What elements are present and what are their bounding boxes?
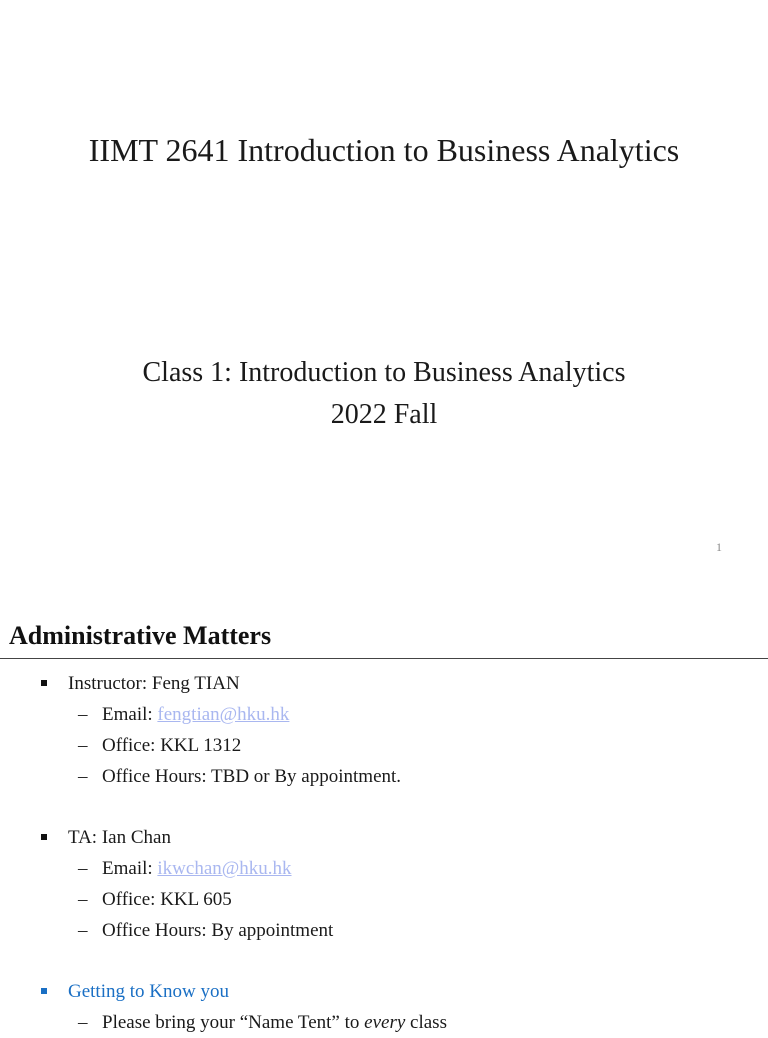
name-tent-text-before: Please bring your “Name Tent” to — [102, 1012, 365, 1033]
bullet-list — [0, 668, 768, 1038]
list-item-name-tent — [0, 1007, 768, 1038]
slide-administrative-matters — [0, 576, 768, 1033]
ta-email-link[interactable]: ikwchan@hku.hk — [157, 858, 292, 879]
dash-bullet-icon: – — [78, 920, 88, 941]
spacer — [0, 946, 768, 976]
name-tent-emphasis: every — [364, 1012, 406, 1033]
title-divider — [0, 658, 768, 659]
list-item-ta — [0, 822, 768, 853]
dash-bullet-icon: – — [78, 735, 88, 756]
list-item-instructor-hours — [0, 761, 768, 792]
square-bullet-icon — [41, 988, 47, 994]
instructor-label: Instructor: Feng TIAN — [68, 673, 240, 694]
list-item-instructor-office — [0, 730, 768, 761]
slide-title: Administrative Matters — [9, 621, 272, 650]
ta-hours: Office Hours: By appointment — [102, 920, 334, 941]
square-bullet-icon — [41, 680, 47, 686]
dash-bullet-icon: – — [78, 766, 88, 787]
course-title: IIMT 2641 Introduction to Business Analytics — [88, 132, 680, 168]
list-item-ta-hours — [0, 915, 768, 946]
instructor-office: Office: KKL 1312 — [102, 735, 242, 756]
subtitle-line-2: 2022 Fall — [330, 399, 438, 430]
instructor-hours: Office Hours: TBD or By appointment. — [102, 766, 402, 787]
email-label: Email: — [102, 704, 158, 725]
getting-to-know-label: Getting to Know you — [68, 981, 229, 1002]
list-item-ta-email — [0, 853, 768, 884]
dash-bullet-icon: – — [78, 1012, 88, 1033]
ta-office: Office: KKL 605 — [102, 889, 232, 910]
name-tent-text-after: class — [405, 1012, 447, 1033]
dash-bullet-icon: – — [78, 889, 88, 910]
dash-bullet-icon: – — [78, 704, 88, 725]
instructor-email-link[interactable]: fengtian@hku.hk — [157, 704, 290, 725]
class-subtitle — [0, 352, 768, 436]
ta-label: TA: Ian Chan — [68, 827, 171, 848]
list-item-instructor — [0, 668, 768, 699]
list-item-ta-office — [0, 884, 768, 915]
email-label: Email: — [102, 858, 158, 879]
square-bullet-icon — [41, 834, 47, 840]
page-number: 1 — [716, 540, 722, 554]
dash-bullet-icon: – — [78, 858, 88, 879]
spacer — [0, 792, 768, 822]
list-item-getting-to-know — [0, 976, 768, 1007]
subtitle-line-1: Class 1: Introduction to Business Analytics — [142, 357, 626, 388]
list-item-instructor-email — [0, 699, 768, 730]
